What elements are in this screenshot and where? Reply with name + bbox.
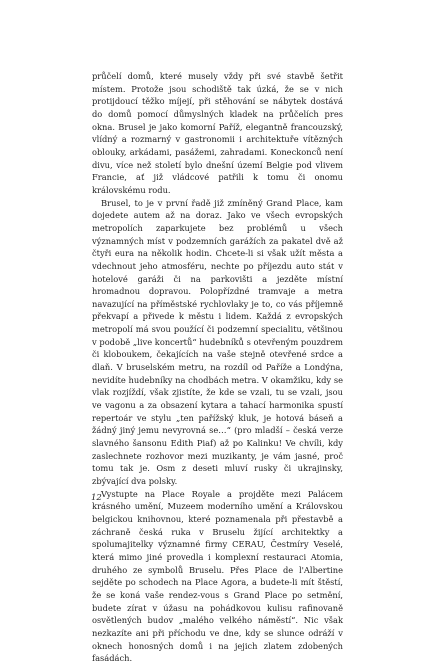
body-text <box>92 70 343 665</box>
paragraph-3: Vystupte na Place Royale a projděte mezi Palácem krásného umění, Muzeem moderního umění a Královskou belgickou knihovnou, které poznamenala při přestavbě a záchraně česká ruka v Bruselu žijící architektky a spolumajitelky významné firmy CERAU, Čestmíry Veselé, která mimo jiné provedla i komplexní restauraci Atomia, druhého ze symbolů Bruselu. Přes Place de l'Albertine sejděte po schodech na Place Agora, a budete-li mít štěstí, že se koná vaše rendez-vous s Grand Place po setmění, budete zírat v úžasu na pohádkovou kulisu rafinovaně osvětlených budov „malého velkého náměstí“. Nic však nezkazíte ani při příchodu ve dne, kdy se slunce odráží v oknech honosných domů i na jejich zlatem zdobených fasádách. <box>92 488 343 664</box>
paragraph-2: Brusel, to je v první řadě již zmíněný Grand Place, kam dojedete autem až na doraz. Jako ve všech evropských metropolích zaparkujete bez problémů u všech významných míst v podzemních garážích za pakatel dvě až čtyři eura na několik hodin. Chcete-li si však užít města a vdechnout jeho atmosféru, nechte po příjezdu auto stát v hotelové garáži či na parkovišti a jezděte místní hromadnou dopravou. Polopřízdné tramvaje a metra navazující na příměstské rychlovlaky je to, co vás příjemně překvapí a přivede k městu i lidem. Každá z evropských metropolí má svou použící či podzemní specialitu, většinou v podobě „live koncertů“ hudebníků s otevřeným pouzdrem či kloboukem, čekajících na vaše stejně otevřené srdce a dlaň. V bruselském metru, na rozdíl od Paříže a Londýna, nevidíte hudebníky na chodbách metra. V okamžiku, kdy se vlak rozjíždí, však zjistíte, že kde se vzali, tu se vzali, jsou ve vagonu a za obsazení kytara a tahací harmonika spustí repertoár ve stylu „ten pařížský kluk, je hotová báseň a žádný jiný jemu nevyrovná se…“ (pro mladší – česká verze slavného šansonu Edith Piaf) až po Kalinku! Ve chvíli, kdy zaslechnete rozhovor mezi muzikanty, je vám jasné, proč tomu tak je. Osm z deseti mluví rusky či ukrajinsky, zbývající dva polsky. <box>92 197 343 486</box>
paragraph-1: průčelí domů, které musely vždy při své stavbě šetřit místem. Protože jsou schodiště tak úzká, že se v nich protijdoucí těžko míjejí, při stěhování se nábytek dostává do domů pomocí důmyslných kladek na průčelích pres okna. Brusel je jako komorní Paříž, elegantně francouzský, vlídný a rozmarný v gastronomii i architektuře vítězných oblouky, arkádami, pasážemi, zahradami. Koneckonců není divu, více než století bylo dnešní území Belgie pod vlivem Francie, ať již vládcové patřili k tomu či onomu královskému rodu. <box>92 71 343 195</box>
page-number: 12 <box>91 493 102 503</box>
